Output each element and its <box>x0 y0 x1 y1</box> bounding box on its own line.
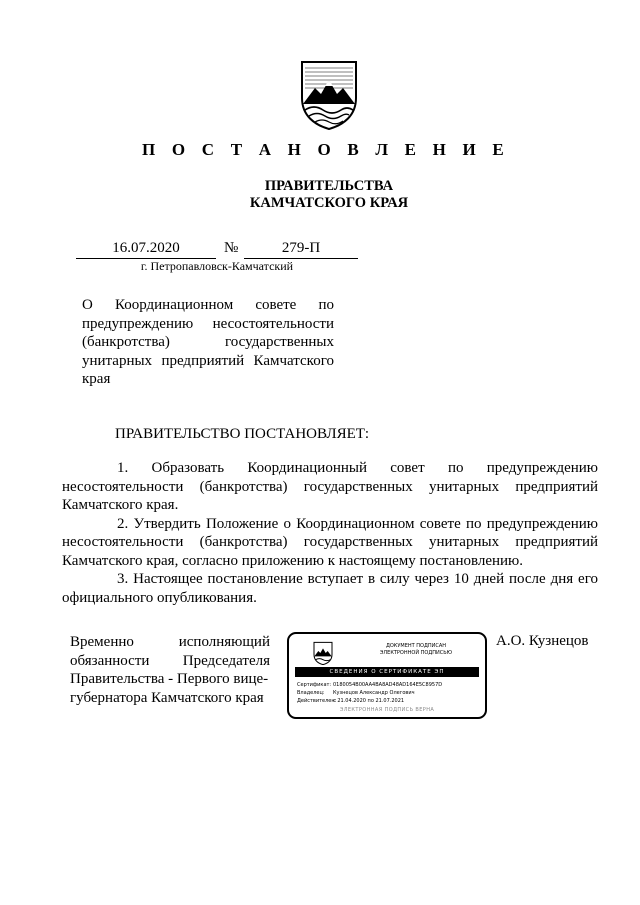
stamp-validity-row: Действителен:с 21.04.2020 по 21.07.2021 <box>297 698 405 704</box>
decree-intro: ПРАВИТЕЛЬСТВО ПОСТАНОВЛЯЕТ: <box>115 426 370 442</box>
document-number: 279-П <box>244 240 358 259</box>
signer-position-line: обязанности Председателя <box>70 652 270 669</box>
document-type-title: П О С Т А Н О В Л Е Н И Е <box>142 140 510 159</box>
decree-body <box>62 459 598 607</box>
stamp-verification-note: ЭЛЕКТРОННАЯ ПОДПИСЬ ВЕРНА <box>339 707 435 713</box>
stamp-header: СВЕДЕНИЯ О СЕРТИФИКАТЕ ЭП <box>295 667 479 677</box>
stamp-certificate-row: Сертификат: 0180054B00AA4BA8AD48AD164E5C8957D <box>297 682 443 688</box>
city-name: г. Петропавловск-Камчатский <box>140 259 294 273</box>
date-number-line <box>76 240 358 259</box>
signer-position <box>70 633 270 707</box>
stamp-owner-row: Владелец: Кузнецов Александр Олегович <box>297 690 415 696</box>
document-date: 16.07.2020 <box>76 240 216 259</box>
stamp-title: ДОКУМЕНТ ПОДПИСАН ЭЛЕКТРОННОЙ ПОДПИСЬЮ <box>379 643 453 656</box>
signer-position-line: Временно исполняющий <box>70 634 270 650</box>
number-sign: № <box>224 240 239 256</box>
decree-item: 1. Образовать Координационный совет по предупреждению несостоятельности (банкротства) государственных унитарных предприятий Камчатского края. <box>62 460 598 513</box>
signer-position-line: губернатора Камчатского края <box>70 689 264 706</box>
document-subject: О Координационном совете по предупреждению несостоятельности (банкротства) государственных унитарных предприятий Камчатского края <box>82 297 334 387</box>
signer-position-line: Правительства - Первого вице- <box>70 671 269 687</box>
decree-item: 2. Утвердить Положение о Координационном совете по предупреждению несостоятельности (банкротства) государственных унитарных предприятий Камчатского края, согласно приложению к настоящему постановлению. <box>62 515 598 569</box>
decree-item: 3. Настоящее постановление вступает в силу через 10 дней после дня его официального опубликования. <box>62 571 598 606</box>
kamchatka-coat-of-arms-icon <box>313 641 333 665</box>
electronic-signature-stamp <box>287 632 487 719</box>
authority-name-line1: ПРАВИТЕЛЬСТВА <box>264 178 394 194</box>
authority-name-line2: КАМЧАТСКОГО КРАЯ <box>249 195 409 211</box>
signer-name: А.О. Кузнецов <box>496 633 589 649</box>
kamchatka-coat-of-arms-icon <box>299 58 359 130</box>
